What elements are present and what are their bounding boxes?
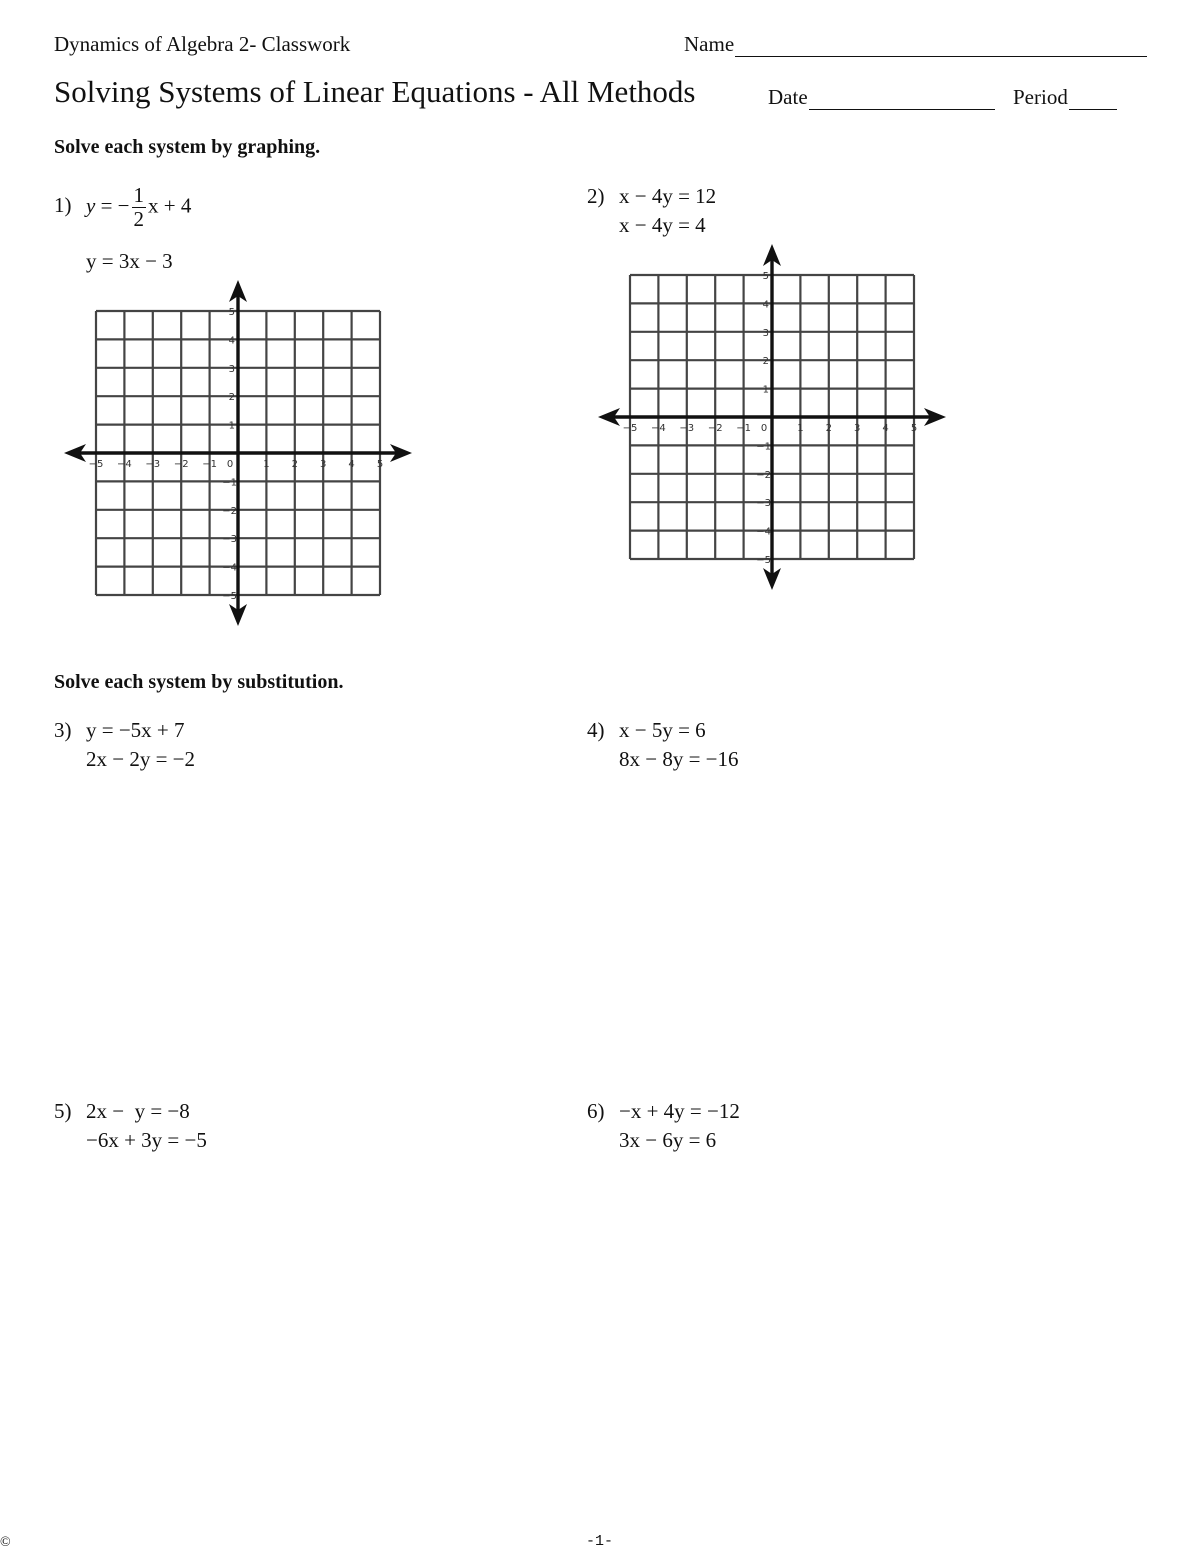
date-blank[interactable]: [809, 89, 995, 110]
x-tick-label: −2: [707, 423, 723, 434]
problem-1-eq2: y = 3x − 3: [86, 249, 173, 273]
problem-5-number: 5): [54, 1099, 72, 1123]
y-tick-label: −5: [756, 555, 771, 566]
y-tick-label: 5: [228, 307, 235, 318]
y-tick-label: −4: [222, 562, 237, 574]
x-tick-label: 4: [882, 423, 889, 434]
page-title: Solving Systems of Linear Equations - All Methods: [54, 74, 696, 109]
problem-2-number: 2): [587, 184, 605, 208]
x-tick-label: 1: [797, 423, 804, 434]
x-tick-label: 4: [348, 459, 355, 470]
problem-1-eq1-rest: x + 4: [148, 193, 192, 218]
problem-3: [54, 716, 195, 774]
problem-4-eq2: 8x − 8y = −16: [619, 747, 739, 771]
x-tick-label: −1: [736, 423, 751, 434]
problem-4-eq1: x − 5y = 6: [619, 718, 706, 742]
y-tick-label: 1: [228, 420, 235, 432]
problem-1-eq1-equals: = −: [95, 193, 130, 218]
problem-6-eq2: 3x − 6y = 6: [619, 1128, 717, 1152]
coordinate-grid-1[interactable]: [60, 278, 420, 628]
course-title: Dynamics of Algebra 2- Classwork: [54, 32, 351, 56]
problem-4: [587, 716, 739, 774]
problem-1-number: 1): [54, 193, 72, 218]
problem-5-eq2: −6x + 3y = −5: [86, 1128, 207, 1152]
problem-2: [587, 182, 716, 240]
origin-label: 0: [226, 459, 234, 470]
x-tick-label: −3: [145, 459, 161, 470]
y-tick-label: −4: [756, 526, 771, 538]
coordinate-grid-2[interactable]: [594, 242, 954, 592]
problem-1-eq1-lhs: y: [86, 193, 96, 218]
y-tick-label: 3: [228, 363, 235, 375]
date-field[interactable]: [768, 85, 995, 110]
y-tick-label: 3: [762, 327, 769, 339]
problem-5-eq1: 2x − y = −8: [86, 1099, 190, 1123]
problem-6-eq1: −x + 4y = −12: [619, 1099, 740, 1123]
y-tick-label: −5: [222, 591, 237, 602]
problem-1-eq1: [54, 184, 191, 231]
fraction-numerator: 1: [133, 183, 145, 207]
x-tick-label: −3: [679, 423, 695, 434]
y-tick-label: 4: [762, 299, 769, 311]
name-label: Name: [684, 32, 735, 56]
x-tick-label: 5: [376, 459, 384, 470]
x-tick-label: 3: [854, 423, 861, 434]
problem-3-number: 3): [54, 718, 72, 742]
x-tick-label: −4: [117, 459, 132, 470]
x-tick-label: 2: [825, 423, 832, 434]
x-tick-label: 1: [263, 459, 270, 470]
problem-3-eq1: y = −5x + 7: [86, 718, 185, 742]
x-tick-label: −5: [88, 459, 104, 470]
problem-2-eq1: x − 4y = 12: [619, 184, 717, 208]
y-tick-label: 5: [762, 271, 769, 282]
problem-5: [54, 1097, 207, 1155]
x-tick-label: −4: [651, 423, 666, 434]
y-tick-label: −1: [222, 477, 237, 489]
y-tick-label: −3: [756, 498, 771, 510]
period-blank[interactable]: [1069, 89, 1117, 110]
section-substitution-heading: Solve each system by substitution.: [54, 671, 344, 693]
problem-6-number: 6): [587, 1099, 605, 1123]
period-label: Period: [1013, 85, 1068, 109]
fraction-denominator: 2: [133, 207, 145, 231]
copyright-mark: ©: [0, 1535, 11, 1550]
x-tick-label: −5: [622, 423, 638, 434]
problem-3-eq2: 2x − 2y = −2: [86, 747, 196, 771]
y-tick-label: 4: [228, 335, 235, 347]
x-tick-label: 3: [320, 459, 327, 470]
x-tick-label: −1: [202, 459, 217, 470]
y-tick-label: −2: [756, 469, 771, 481]
y-tick-label: 2: [228, 392, 235, 404]
y-tick-label: −3: [222, 534, 237, 546]
y-tick-label: −2: [222, 505, 237, 517]
problem-1-eq2-line: [54, 247, 173, 276]
origin-label: 0: [760, 423, 768, 434]
x-tick-label: 2: [291, 459, 298, 470]
problem-2-eq2: x − 4y = 4: [619, 213, 706, 237]
y-tick-label: 2: [762, 356, 769, 368]
name-field[interactable]: [684, 32, 1147, 57]
problem-6: [587, 1097, 740, 1155]
period-field[interactable]: [1013, 85, 1117, 110]
problem-1-fraction: [132, 184, 147, 231]
problem-4-number: 4): [587, 718, 605, 742]
page-number: -1-: [586, 1533, 614, 1550]
name-blank[interactable]: [735, 36, 1147, 57]
y-tick-label: 1: [762, 384, 769, 396]
date-label: Date: [768, 85, 808, 109]
x-tick-label: −2: [173, 459, 189, 470]
x-tick-label: 5: [910, 423, 918, 434]
section-graphing-heading: Solve each system by graphing.: [54, 136, 321, 158]
problem-1: [54, 184, 191, 231]
y-tick-label: −1: [756, 441, 771, 453]
